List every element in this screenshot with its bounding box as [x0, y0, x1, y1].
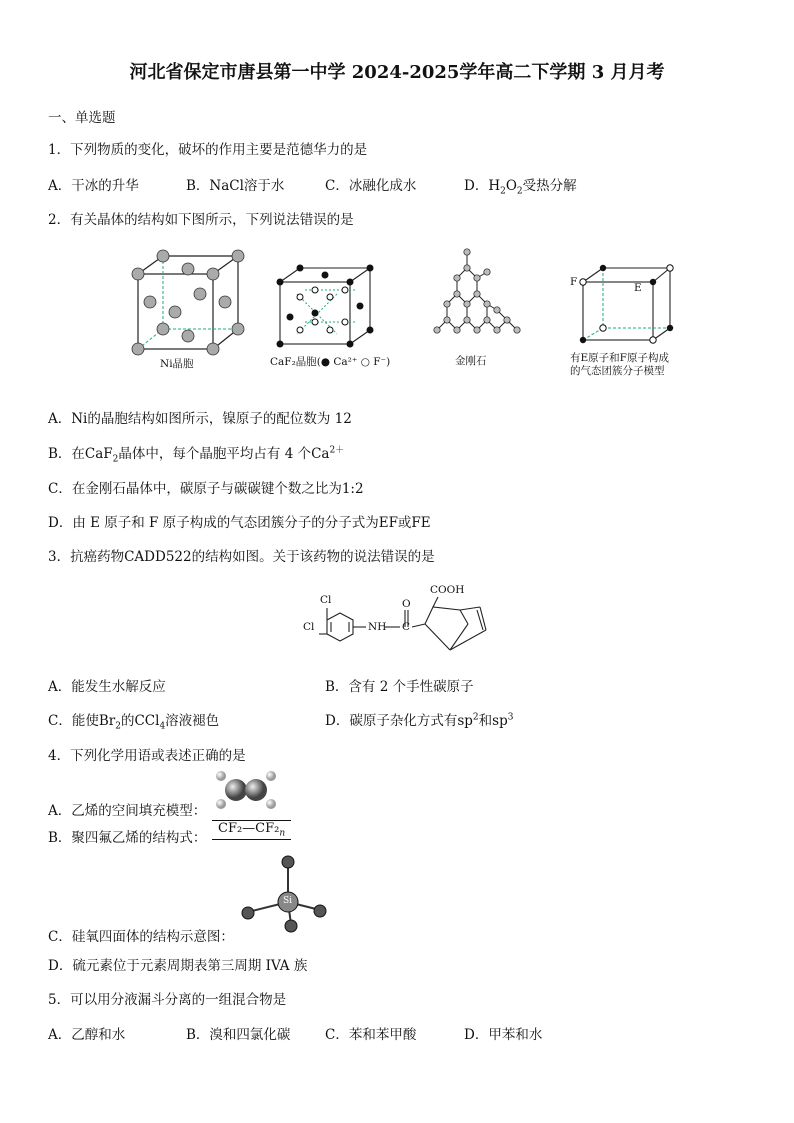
- label-cl-top: Cl: [320, 594, 332, 606]
- ef-caption-line1: 有E原子和F原子构成: [570, 352, 669, 364]
- ptfe-formula: $CF_2—CF_2_n$: [212, 820, 291, 840]
- q4-option-b: B．聚四氟乙烯的结构式：: [48, 830, 207, 846]
- ni-unit-cell-figure: [128, 244, 248, 374]
- q2-option-d: D．由 E 原子和 F 原子构成的气态团簇分子的分子式为EF或FE: [48, 515, 431, 531]
- q3-option-a: A．能发生水解反应: [48, 679, 166, 695]
- q4-option-c: C．硅氧四面体的结构示意图：: [48, 929, 234, 945]
- diamond-caption: 金刚石: [455, 355, 487, 367]
- q4-option-a: A．乙烯的空间填充模型：: [48, 803, 207, 819]
- q1-stem: 1．下列物质的变化，破坏的作用主要是范德华力的是: [48, 142, 368, 158]
- q5-option-d: D．甲苯和水: [464, 1027, 543, 1043]
- label-e: E: [634, 282, 642, 294]
- q2-option-a: A．Ni的晶胞结构如图所示，镍原子的配位数为 12: [48, 411, 352, 427]
- q1-option-b: B．NaCl溶于水: [186, 178, 285, 194]
- caf2-caption: CaF₂晶胞(● Ca²⁺ ○ F⁻): [270, 356, 391, 368]
- q2-stem: 2．有关晶体的结构如下图所示，下列说法错误的是: [48, 212, 354, 228]
- section-heading: 一、单选题: [48, 110, 116, 126]
- caf2-unit-cell-figure: [275, 262, 385, 352]
- ni-caption: Ni晶胞: [160, 358, 194, 370]
- label-cl-left: Cl: [303, 621, 315, 633]
- label-nh: NH: [368, 621, 387, 633]
- ethylene-space-filling-model: [213, 768, 281, 812]
- label-cooh: COOH: [430, 584, 465, 596]
- diamond-structure-figure: [415, 246, 530, 346]
- q5-option-c: C．苯和苯甲酸: [325, 1027, 417, 1043]
- q1-option-a: A．干冰的升华: [48, 178, 139, 194]
- q4-option-d: D．硫元素位于元素周期表第三周期 IVA 族: [48, 958, 308, 974]
- label-f: F: [570, 276, 578, 288]
- q1-option-d: D．$H_2O_2$受热分解: [464, 178, 577, 197]
- label-si: Si: [283, 896, 293, 906]
- ef-cluster-figure: [578, 262, 678, 347]
- ef-caption-line2: 的气态团簇分子模型: [570, 365, 665, 377]
- q2-option-b: B．在CaF$_2$晶体中，每个晶胞平均占有 4 个$Ca^{2+}$: [48, 445, 345, 465]
- silica-tetrahedron-figure: [236, 852, 331, 937]
- q1-option-c: C．冰融化成水: [325, 178, 417, 194]
- q2-option-c: C．在金刚石晶体中，碳原子与碳碳键个数之比为1:2: [48, 481, 364, 497]
- label-o: O: [402, 598, 411, 610]
- q3-option-c: C．能使$Br_2$的CCl$_4$溶液褪色: [48, 713, 220, 732]
- q3-option-b: B．含有 2 个手性碳原子: [325, 679, 474, 695]
- q5-stem: 5．可以用分液漏斗分离的一组混合物是: [48, 992, 287, 1008]
- q4-stem: 4．下列化学用语或表述正确的是: [48, 748, 246, 764]
- q3-stem: 3．抗癌药物CADD522的结构如图。关于该药物的说法错误的是: [48, 549, 435, 565]
- q3-option-d: D．碳原子杂化方式有$sp^2$和$sp^3$: [325, 712, 514, 729]
- q5-option-a: A．乙醇和水: [48, 1027, 126, 1043]
- page-title: 河北省保定市唐县第一中学 2024-2025学年高二下学期 3 月月考: [129, 62, 665, 83]
- label-c: C: [402, 621, 411, 633]
- q5-option-b: B．溴和四氯化碳: [186, 1027, 291, 1043]
